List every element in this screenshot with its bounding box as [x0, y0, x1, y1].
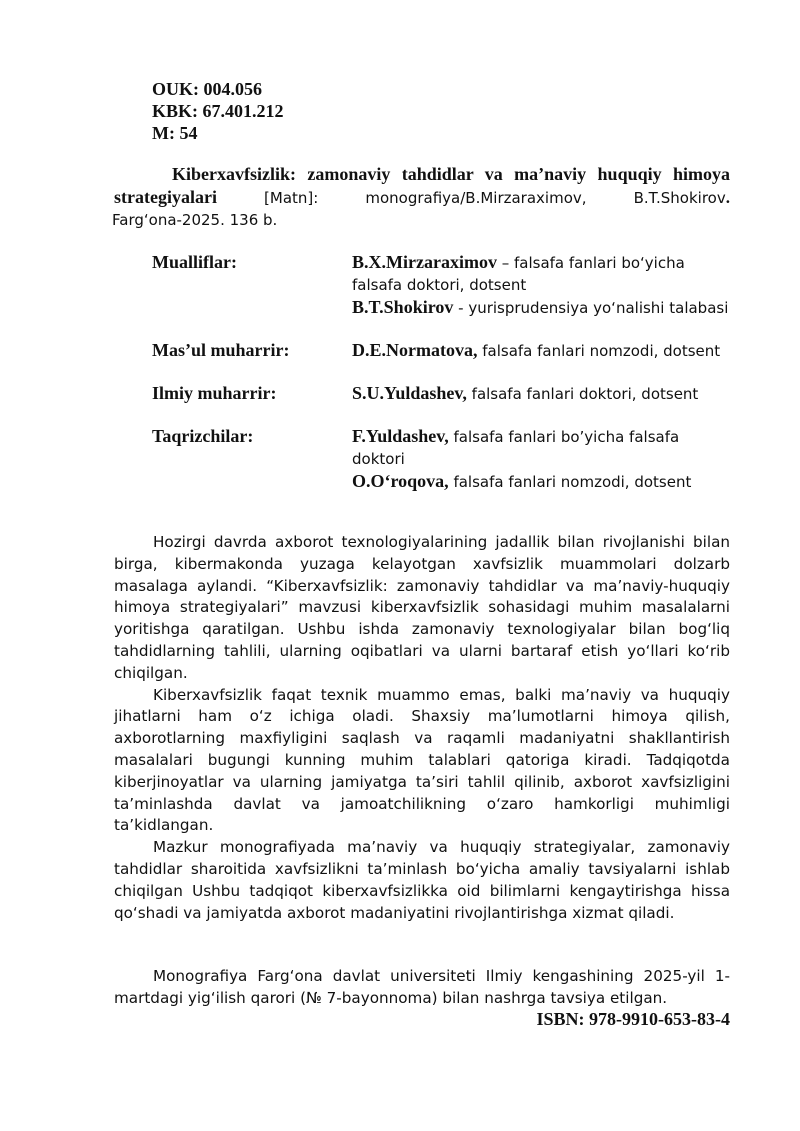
- person-name: O.O‘roqova,: [352, 471, 449, 491]
- person-name: S.U.Yuldashev,: [352, 383, 467, 403]
- credit-person: [352, 296, 732, 319]
- publication-place: Farg‘ona-2025. 136 b.: [112, 211, 278, 229]
- book-title: Kiberxavfsizlik: zamonaviy tahdidlar va ma’naviy huquqiy himoya strategiyalari: [114, 164, 730, 207]
- person-desc: - yurisprudensiya yo‘nalishi talabasi: [453, 299, 729, 317]
- abstract-paragraph: Kiberxavfsizlik faqat texnik muammo emas, balki ma’naviy va huquqiy jihatlarni ham o‘z ichiga oladi. Shaxsiy ma’lumotlarni himoya qilish, axborotlarning maxfiyligini saqlash va raqamli madaniyatni shakllantirish masalalari bugungi kunning muhim talablari qatoriga kiradi. Tadqiqotda kiberjinoyatlar va ularning jamiyatga ta’siri tahlil qilinib, axborot xavfsizligini ta’minlashda davlat va jamoatchilikning o‘zaro hamkorligi muhimligi ta’kidlangan.: [114, 685, 730, 835]
- credit-responsible-editor: [152, 339, 732, 362]
- credit-person: [352, 339, 732, 362]
- credit-people: [352, 339, 732, 362]
- approval-note: Monografiya Farg‘ona davlat universiteti Ilmiy kengashining 2025-yil 1-martdagi yig‘ilish qarori (№ 7-bayonnoma) bilan nashrga tavsiya etilgan.: [114, 967, 730, 1007]
- credit-scientific-editor: [152, 382, 732, 405]
- person-name: B.X.Mirzaraximov: [352, 252, 497, 272]
- credit-people: [352, 251, 732, 319]
- person-desc: – falsafa fanlari bo‘yicha falsafa doktori, dotsent: [352, 254, 685, 294]
- bibliographic-citation: [114, 163, 730, 231]
- person-name: F.Yuldashev,: [352, 426, 449, 446]
- person-desc: falsafa fanlari doktori, dotsent: [466, 385, 699, 403]
- person-name: D.E.Normatova,: [352, 340, 478, 360]
- abstract-text: [114, 532, 730, 924]
- ouk-code: OUK: 004.056: [152, 79, 262, 99]
- credit-role: Ilmiy muharrir:: [152, 383, 277, 403]
- credit-person: [352, 425, 732, 470]
- citation-main: [114, 163, 730, 209]
- credit-person: [352, 470, 732, 493]
- isbn-number: ISBN: 978-9910-653-83-4: [536, 1009, 730, 1029]
- person-desc: falsafa fanlari nomzodi, dotsent: [477, 342, 721, 360]
- kbk-code: KBK: 67.401.212: [152, 101, 284, 121]
- credit-role: Taqrizchilar:: [152, 426, 254, 446]
- credit-authors: [152, 251, 732, 319]
- person-name: B.T.Shokirov: [352, 297, 454, 317]
- credit-people: [352, 382, 732, 405]
- abstract-paragraph: Mazkur monografiyada ma’naviy va huquqiy strategiyalar, zamonaviy tahdidlar sharoitida xavfsizlikni ta’minlash bo‘yicha amaliy tavsiyalarni ishlab chiqilgan Ushbu tadqiqot kiberxavfsizlikka oid bilimlarni kengaytirishga hissa qo‘shadi va jamiyatda axborot madaniyatini rivojlantirishga xizmat qiladi.: [114, 838, 730, 922]
- citation-dot: .: [725, 188, 730, 207]
- credits-section: [152, 251, 732, 493]
- author-mark: M: 54: [152, 123, 198, 143]
- credit-people: [352, 425, 732, 493]
- person-desc: falsafa fanlari nomzodi, dotsent: [448, 473, 692, 491]
- credit-person: [352, 251, 732, 296]
- abstract-paragraph: Hozirgi davrda axborot texnologiyalarining jadallik bilan rivojlanishi bilan birga, kibermakonda yuzaga kelayotgan xavfsizlik muammolari dolzarb masalaga aylandi. “Kiberxavfsizlik: zamonaviy tahdidlar va ma’naviy-huquqiy himoya strategiyalari” mavzusi kiberxavfsizlik sohasidagi muhim masalalarni yoritishga qaratilgan. Ushbu ishda zamonaviy texnologiyalar bilan bog‘liq tahdidlarning tahlili, ularning oqibatlari va ularni bartaraf etish yo‘llari ko‘rib chiqilgan.: [114, 533, 730, 682]
- person-desc: falsafa fanlari bo’yicha falsafa doktori: [352, 428, 680, 468]
- citation-details: [Matn]: monografiya/B.Mirzaraximov, B.T.Shokirov: [216, 189, 726, 207]
- credit-role: Mas’ul muharrir:: [152, 340, 290, 360]
- credit-reviewers: [152, 425, 732, 493]
- credit-role: Mualliflar:: [152, 252, 237, 272]
- classification-codes: [152, 78, 284, 144]
- credit-person: [352, 382, 732, 405]
